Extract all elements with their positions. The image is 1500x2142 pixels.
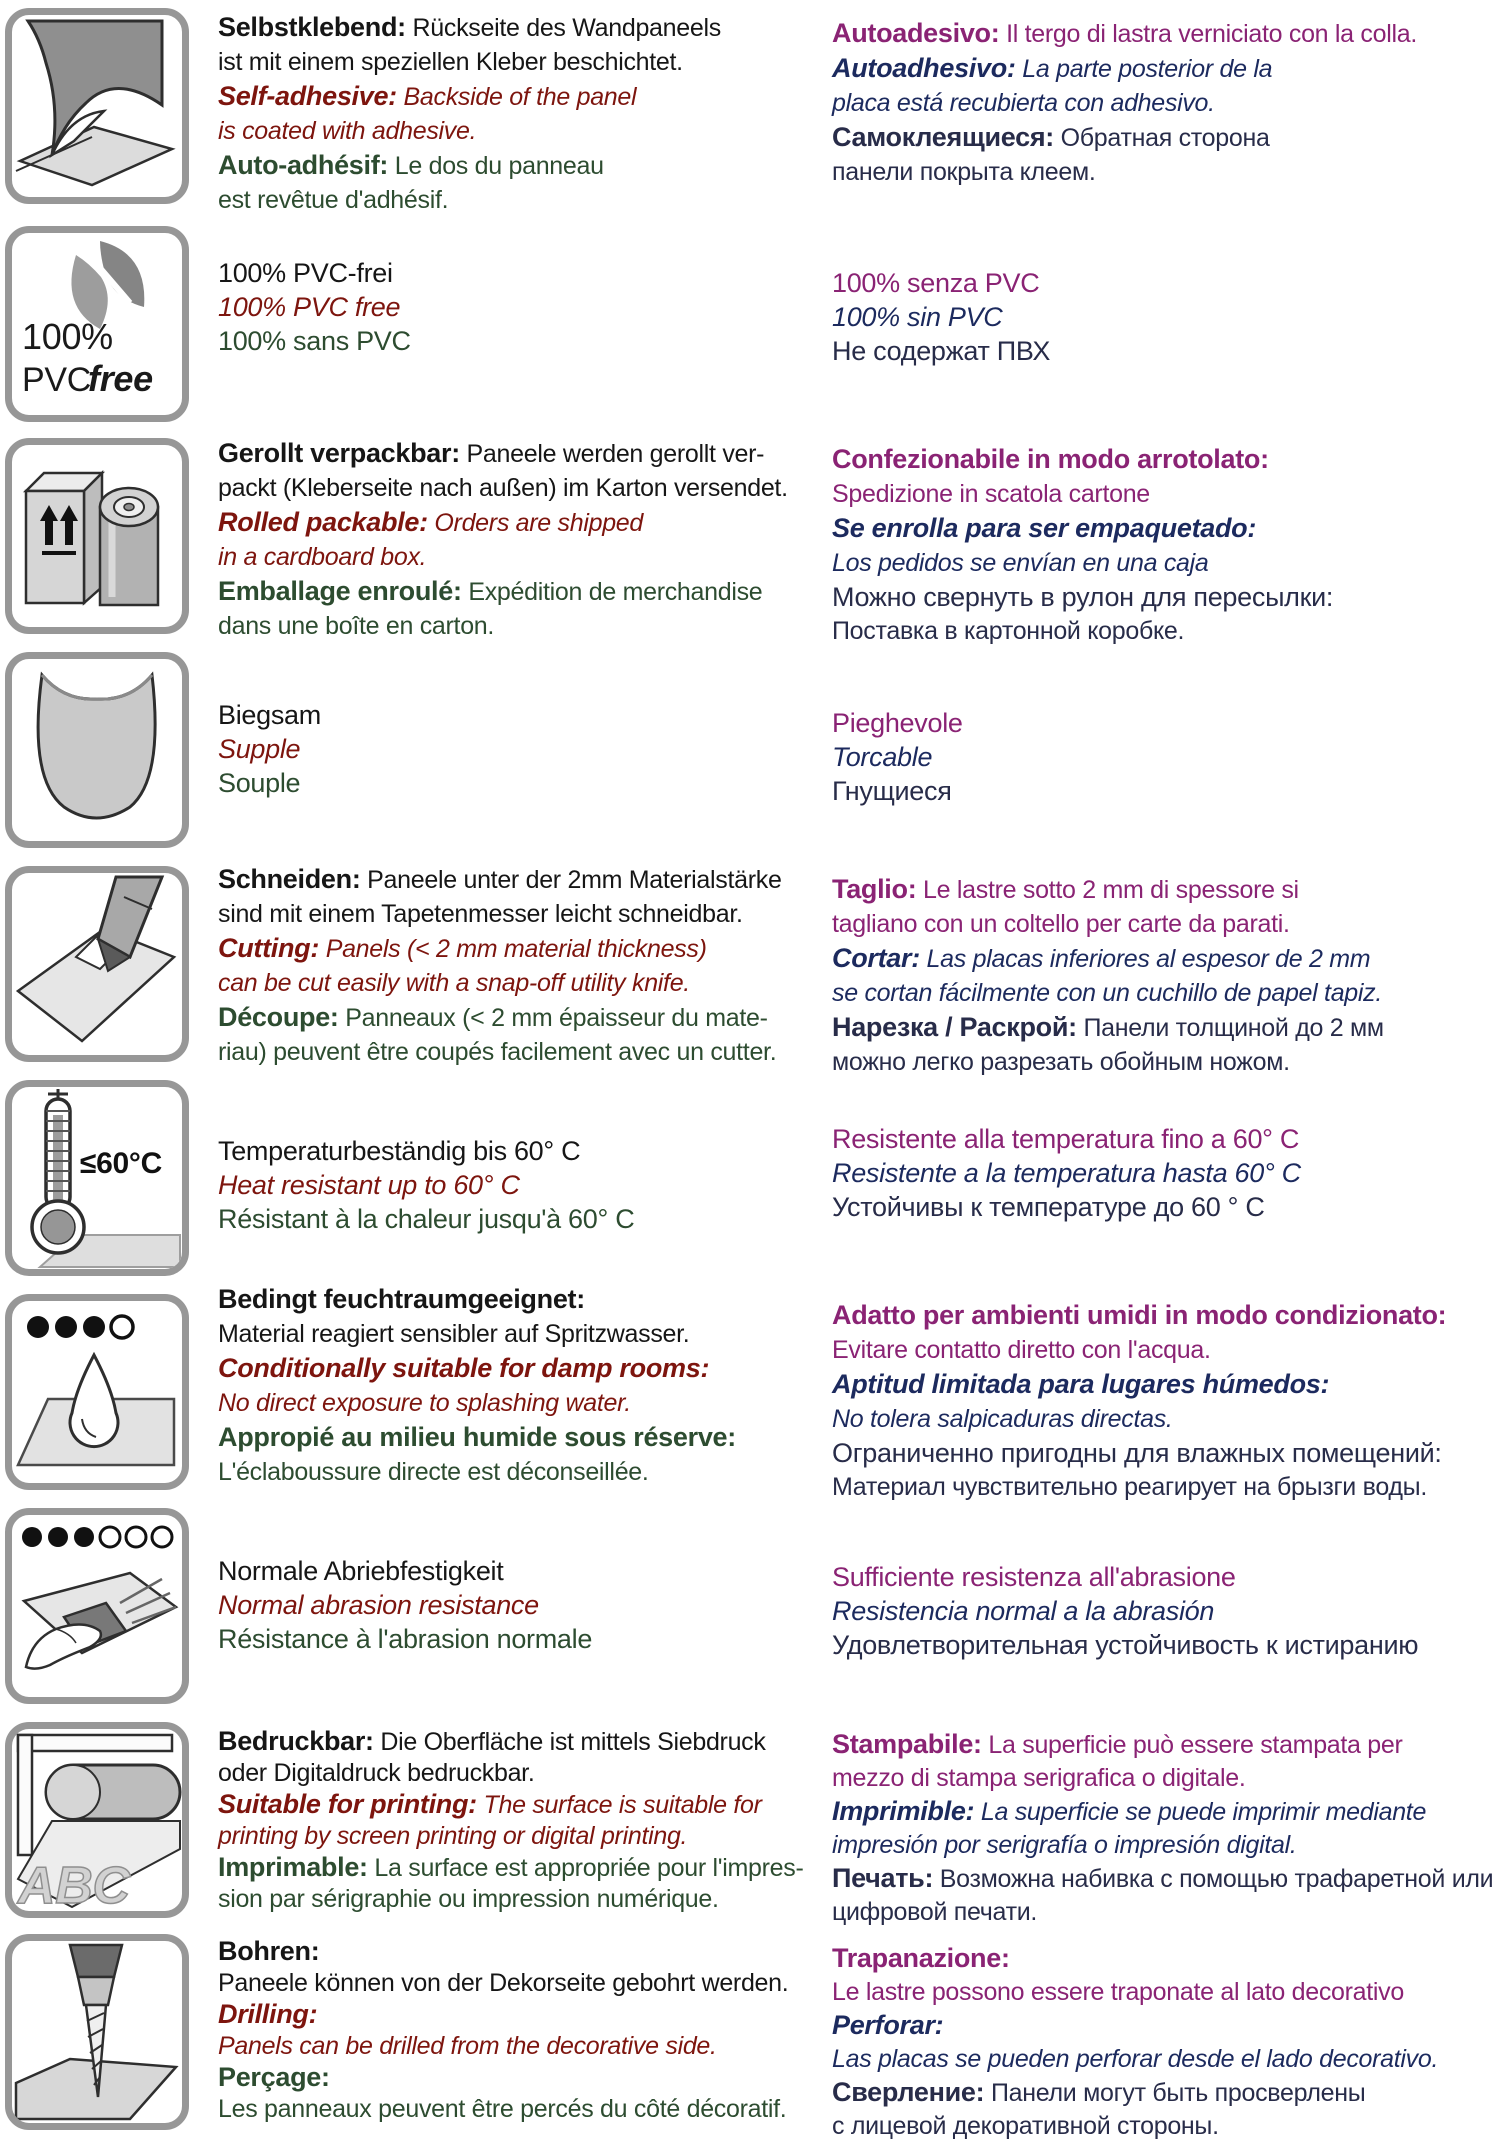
italian-line	[832, 1942, 1497, 1976]
english-line	[218, 966, 818, 1000]
italian-line	[832, 706, 1497, 740]
spanish-line	[832, 1402, 1497, 1436]
russian-line	[832, 2110, 1497, 2142]
french-line	[218, 1202, 818, 1236]
german-lead: Bedruckbar:	[218, 1726, 374, 1756]
italian-line	[832, 16, 1497, 51]
french-body: riau) peuvent être coupés facilement avec un cutter.	[218, 1038, 777, 1066]
english-body: The surface is suitable for	[476, 1791, 762, 1819]
russian-lead: Сверление:	[832, 2077, 985, 2107]
french-lead: Appropié au milieu humide sous réserve:	[218, 1422, 736, 1452]
spanish-lead: Se enrolla para ser empaquetado:	[832, 513, 1257, 543]
french-body: dans une boîte en carton.	[218, 612, 495, 640]
printing-roller-icon	[5, 1722, 189, 1918]
drill-graphic	[12, 1941, 182, 2123]
italian-lead: Confezionabile in modo arrotolato:	[832, 444, 1269, 474]
spanish-lead: Perforar:	[832, 2010, 944, 2040]
printed-letters-label: ABC	[18, 1857, 130, 1911]
german-body: Normale Abriebfestigkeit	[218, 1556, 504, 1586]
french-body: Souple	[218, 768, 301, 798]
russian-line	[832, 334, 1497, 368]
italian-body: 100% senza PVC	[832, 268, 1040, 298]
russian-body: Ограниченно пригодны для влажных помещений:	[832, 1438, 1442, 1468]
german-body: Rückseite des Wandpaneels	[405, 14, 721, 42]
english-line	[218, 1386, 818, 1420]
cutting-text-defr	[218, 862, 818, 1069]
english-lead: Suitable for printing:	[218, 1789, 477, 1819]
english-line	[218, 1168, 818, 1202]
pvc-free-percent-label: 100%	[22, 316, 113, 357]
thermometer-icon	[5, 1080, 189, 1276]
french-line	[218, 1884, 818, 1915]
english-lead: Drilling:	[218, 1999, 318, 2029]
russian-line	[832, 120, 1497, 155]
spanish-line	[832, 546, 1497, 580]
russian-body: Не содержат ПВХ	[832, 336, 1051, 366]
abrasion-graphic	[12, 1515, 182, 1697]
german-line	[218, 1726, 818, 1758]
italian-body: Il tergo di lastra verniciato con la colla.	[999, 20, 1417, 48]
english-body: Orders are shipped	[427, 509, 644, 537]
spanish-line	[832, 941, 1497, 976]
spanish-line	[832, 1594, 1497, 1628]
french-body: Résistance à l'abrasion normale	[218, 1624, 593, 1654]
printing-text-itesru	[832, 1728, 1497, 1929]
italian-lead: Taglio:	[832, 874, 917, 904]
german-line	[218, 256, 818, 290]
italian-line	[832, 872, 1497, 907]
german-body: packt (Kleberseite nach außen) im Karton versendet.	[218, 474, 788, 502]
russian-body: Панели толщиной до 2 мм	[1076, 1014, 1384, 1042]
spanish-body: 100% sin PVC	[832, 302, 1003, 332]
russian-line	[832, 1628, 1497, 1662]
french-line	[218, 1852, 818, 1884]
french-body: Résistant à la chaleur jusqu'à 60° C	[218, 1204, 635, 1234]
spanish-line	[832, 1795, 1497, 1829]
german-body: Temperaturbeständig bis 60° C	[218, 1136, 581, 1166]
german-lead: Bohren:	[218, 1936, 320, 1966]
english-line	[218, 732, 818, 766]
german-body: Paneele unter der 2mm Materialstärke	[360, 866, 782, 894]
heat-text-defr	[218, 1134, 818, 1236]
english-line	[218, 1351, 818, 1386]
italian-line	[832, 1333, 1497, 1367]
italian-body: tagliano con un coltello per carte da parati.	[832, 910, 1290, 938]
english-line	[218, 79, 818, 114]
english-body: printing by screen printing or digital printing.	[218, 1822, 688, 1850]
russian-line	[832, 1862, 1497, 1896]
french-line	[218, 183, 818, 217]
german-line	[218, 1317, 818, 1351]
english-lead: Self-adhesive:	[218, 81, 397, 111]
english-body: Heat resistant up to 60° C	[218, 1170, 520, 1200]
italian-line	[832, 1122, 1497, 1156]
german-line	[218, 1758, 818, 1789]
english-line	[218, 1588, 818, 1622]
german-body: Material reagiert sensibler auf Spritzwasser.	[218, 1320, 690, 1348]
russian-line	[832, 2076, 1497, 2110]
french-lead: Découpe:	[218, 1002, 339, 1032]
german-body: ist mit einem speziellen Kleber beschichtet.	[218, 48, 683, 76]
french-lead: Auto-adhésif:	[218, 150, 389, 180]
german-line	[218, 1936, 818, 1968]
italian-body: La superficie può essere stampata per	[981, 1731, 1403, 1759]
italian-lead: Stampabile:	[832, 1729, 982, 1759]
italian-body: Sufficiente resistenza all'abrasione	[832, 1562, 1236, 1592]
english-line	[218, 290, 818, 324]
english-line	[218, 1999, 818, 2031]
damp-text-itesru	[832, 1298, 1497, 1504]
english-line	[218, 931, 818, 966]
spanish-body: No tolera salpicaduras directas.	[832, 1405, 1173, 1433]
cutter-graphic	[12, 873, 182, 1055]
italian-body: Spedizione in scatola cartone	[832, 480, 1150, 508]
english-line	[218, 114, 818, 148]
russian-body: с лицевой декоративной стороны.	[832, 2112, 1219, 2140]
pvc-free-text-defr	[218, 256, 818, 358]
russian-line	[832, 1896, 1497, 1929]
english-lead: Conditionally suitable for damp rooms:	[218, 1353, 710, 1383]
rolled-text-itesru	[832, 442, 1497, 648]
spanish-body: La parte posterior de la	[1015, 55, 1273, 83]
english-body: Backside of the panel	[396, 83, 637, 111]
spanish-body: placa está recubierta con adhesivo.	[832, 89, 1215, 117]
russian-body: Поставка в картонной коробке.	[832, 617, 1185, 645]
english-body: No direct exposure to splashing water.	[218, 1389, 631, 1417]
french-line	[218, 2062, 818, 2094]
self-adhesive-text-itesru	[832, 16, 1497, 189]
damp-room-graphic	[12, 1301, 182, 1483]
spanish-body: se cortan fácilmente con un cuchillo de papel tapiz.	[832, 979, 1383, 1007]
french-body: Le dos du panneau	[388, 152, 604, 180]
spanish-lead: Autoadhesivo:	[832, 53, 1016, 83]
french-body: Expédition de merchandise	[461, 578, 763, 606]
german-lead: Gerollt verpackbar:	[218, 438, 460, 468]
german-lead: Selbstklebend:	[218, 12, 406, 42]
french-line	[218, 1000, 818, 1035]
spanish-line	[832, 2043, 1497, 2076]
drilling-text-itesru	[832, 1942, 1497, 2142]
english-body: is coated with adhesive.	[218, 117, 477, 145]
german-line	[218, 45, 818, 79]
french-line	[218, 324, 818, 358]
french-line	[218, 574, 818, 609]
russian-line	[832, 774, 1497, 808]
french-line	[218, 609, 818, 643]
spanish-body: Los pedidos se envían en una caja	[832, 549, 1209, 577]
temperature-limit-label: ≤60°C	[80, 1147, 162, 1180]
german-lead: Bedingt feuchtraumgeeignet:	[218, 1284, 585, 1314]
german-line	[218, 1282, 818, 1317]
german-line	[218, 698, 818, 732]
german-body: Biegsam	[218, 700, 321, 730]
russian-line	[832, 1010, 1497, 1045]
english-body: in a cardboard box.	[218, 543, 427, 571]
english-body: Panels can be drilled from the decorative side.	[218, 2032, 717, 2060]
pvc-free-text-itesru	[832, 266, 1497, 368]
rolled-text-defr	[218, 436, 818, 643]
english-line	[218, 2031, 818, 2062]
russian-body: можно легко разрезать обойным ножом.	[832, 1048, 1290, 1076]
french-lead: Perçage:	[218, 2062, 330, 2092]
spanish-line	[832, 300, 1497, 334]
russian-lead: Печать:	[832, 1863, 934, 1893]
spanish-line	[832, 1829, 1497, 1862]
german-line	[218, 1554, 818, 1588]
russian-line	[832, 1190, 1497, 1224]
french-body: Panneaux (< 2 mm épaisseur du mate-	[338, 1004, 768, 1032]
peel-corner-graphic	[12, 15, 182, 197]
english-body: can be cut easily with a snap-off utility knife.	[218, 969, 690, 997]
english-line	[218, 540, 818, 574]
spanish-body: La superficie se puede imprimir mediante	[974, 1798, 1427, 1826]
spanish-line	[832, 1367, 1497, 1402]
russian-body: Обратная сторона	[1053, 124, 1270, 152]
thermometer-graphic	[12, 1087, 182, 1269]
supple-text-itesru	[832, 706, 1497, 808]
english-line	[218, 505, 818, 540]
spanish-lead: Cortar:	[832, 943, 920, 973]
italian-body: Resistente alla temperatura fino a 60° C	[832, 1124, 1300, 1154]
italian-body: Le lastre possono essere traponate al lato decorativo	[832, 1978, 1404, 2006]
russian-line	[832, 580, 1497, 614]
russian-lead: Нарезка / Раскрой:	[832, 1012, 1077, 1042]
russian-body: Панели могут быть просверлены	[984, 2079, 1366, 2107]
russian-line	[832, 155, 1497, 189]
russian-body: Гнущиеся	[832, 776, 952, 806]
german-body: oder Digitaldruck bedruckbar.	[218, 1759, 535, 1787]
german-line	[218, 10, 818, 45]
russian-line	[832, 1470, 1497, 1504]
spanish-body: Torcable	[832, 742, 933, 772]
italian-body: mezzo di stampa serigrafica o digitale.	[832, 1764, 1246, 1792]
italian-line	[832, 1560, 1497, 1594]
water-drop-icon	[5, 1294, 189, 1490]
english-body: Panels (< 2 mm material thickness)	[319, 935, 707, 963]
spanish-line	[832, 1156, 1497, 1190]
abrasion-text-itesru	[832, 1560, 1497, 1662]
german-body: Paneele können von der Dekorseite gebohrt werden.	[218, 1969, 789, 1997]
italian-body: Pieghevole	[832, 708, 963, 738]
russian-line	[832, 1045, 1497, 1079]
russian-line	[832, 614, 1497, 648]
french-line	[218, 1622, 818, 1656]
english-body: 100% PVC free	[218, 292, 401, 322]
english-line	[218, 1789, 818, 1821]
wiping-cloth-icon	[5, 1508, 189, 1704]
heat-text-itesru	[832, 1122, 1497, 1224]
russian-line	[832, 1436, 1497, 1470]
french-line	[218, 766, 818, 800]
spanish-line	[832, 2009, 1497, 2043]
spanish-lead: Aptitud limitada para lugares húmedos:	[832, 1369, 1330, 1399]
damp-text-defr	[218, 1282, 818, 1489]
french-line	[218, 2094, 818, 2125]
german-body: 100% PVC-frei	[218, 258, 393, 288]
french-body: L'éclaboussure directe est déconseillée.	[218, 1458, 649, 1486]
pvc-free-leaf-icon	[5, 226, 189, 422]
german-lead: Schneiden:	[218, 864, 361, 894]
german-line	[218, 862, 818, 897]
french-lead: Emballage enroulé:	[218, 576, 462, 606]
german-line	[218, 1134, 818, 1168]
french-body: sion par sérigraphie ou impression numérique.	[218, 1885, 719, 1913]
french-line	[218, 1455, 818, 1489]
italian-lead: Trapanazione:	[832, 1943, 1010, 1973]
italian-line	[832, 1976, 1497, 2009]
french-body: 100% sans PVC	[218, 326, 411, 356]
french-line	[218, 1035, 818, 1069]
german-body: sind mit einem Tapetenmesser leicht schneidbar.	[218, 900, 743, 928]
spanish-body: Las placas se pueden perforar desde el lado decorativo.	[832, 2045, 1439, 2073]
spanish-body: Resistente a la temperatura hasta 60° C	[832, 1158, 1301, 1188]
russian-body: панели покрыта клеем.	[832, 158, 1096, 186]
english-lead: Rolled packable:	[218, 507, 428, 537]
german-body: Paneele werden gerollt ver-	[459, 440, 765, 468]
supple-text-defr	[218, 698, 818, 800]
free-label: free	[88, 358, 153, 399]
italian-line	[832, 1728, 1497, 1762]
english-body: Normal abrasion resistance	[218, 1590, 539, 1620]
russian-lead: Самоклеящиеся:	[832, 122, 1054, 152]
italian-line	[832, 1298, 1497, 1333]
italian-line	[832, 907, 1497, 941]
russian-body: Устойчивы к температуре до 60 ° C	[832, 1192, 1265, 1222]
russian-body: Можно свернуть в рулон для пересылки:	[832, 582, 1334, 612]
russian-body: цифровой печати.	[832, 1898, 1038, 1926]
german-line	[218, 471, 818, 505]
cutting-text-itesru	[832, 872, 1497, 1079]
german-body: Die Oberfläche ist mittels Siebdruck	[373, 1728, 766, 1756]
flexible-panel-graphic	[12, 659, 182, 841]
peel-corner-icon	[5, 8, 189, 204]
spanish-line	[832, 976, 1497, 1010]
flexible-panel-icon	[5, 652, 189, 848]
spanish-lead: Imprimible:	[832, 1796, 975, 1826]
spanish-body: Resistencia normal a la abrasión	[832, 1596, 1215, 1626]
spanish-line	[832, 51, 1497, 86]
italian-line	[832, 442, 1497, 477]
french-body: Les panneaux peuvent être percés du côté décoratif.	[218, 2095, 787, 2123]
cutter-knife-icon	[5, 866, 189, 1062]
drill-icon	[5, 1934, 189, 2130]
italian-body: Evitare contatto diretto con l'acqua.	[832, 1336, 1211, 1364]
german-line	[218, 1968, 818, 1999]
english-line	[218, 1821, 818, 1852]
italian-line	[832, 477, 1497, 511]
german-line	[218, 436, 818, 471]
german-line	[218, 897, 818, 931]
russian-body: Возможна набивка с помощью трафаретной или	[933, 1865, 1494, 1893]
spanish-body: Las placas inferiores al espesor de 2 mm	[919, 945, 1371, 973]
english-lead: Cutting:	[218, 933, 320, 963]
french-body: La surface est appropriée pour l'impres-	[367, 1854, 804, 1882]
spanish-line	[832, 511, 1497, 546]
spanish-line	[832, 740, 1497, 774]
box-roll-graphic	[12, 445, 182, 627]
rolled-box-icon	[5, 438, 189, 634]
italian-lead: Autoadesivo:	[832, 18, 1000, 48]
russian-body: Материал чувствительно реагирует на брызги воды.	[832, 1473, 1427, 1501]
french-line	[218, 1420, 818, 1455]
italian-line	[832, 266, 1497, 300]
russian-body: Удовлетворительная устойчивость к истиранию	[832, 1630, 1419, 1660]
french-lead: Imprimable:	[218, 1852, 368, 1882]
pvc-label: PVC	[22, 361, 92, 399]
english-body: Supple	[218, 734, 301, 764]
spanish-body: impresión por serigrafía o impresión digital.	[832, 1831, 1297, 1859]
printing-text-defr	[218, 1726, 818, 1915]
french-body: est revêtue d'adhésif.	[218, 186, 449, 214]
printing-graphic	[12, 1729, 182, 1911]
abrasion-text-defr	[218, 1554, 818, 1656]
leaf-graphic	[12, 233, 182, 415]
italian-line	[832, 1762, 1497, 1795]
french-line	[218, 148, 818, 183]
self-adhesive-text-defr	[218, 10, 818, 217]
italian-body: Le lastre sotto 2 mm di spessore si	[916, 876, 1299, 904]
spanish-line	[832, 86, 1497, 120]
italian-lead: Adatto per ambienti umidi in modo condizionato:	[832, 1300, 1447, 1330]
drilling-text-defr	[218, 1936, 818, 2125]
